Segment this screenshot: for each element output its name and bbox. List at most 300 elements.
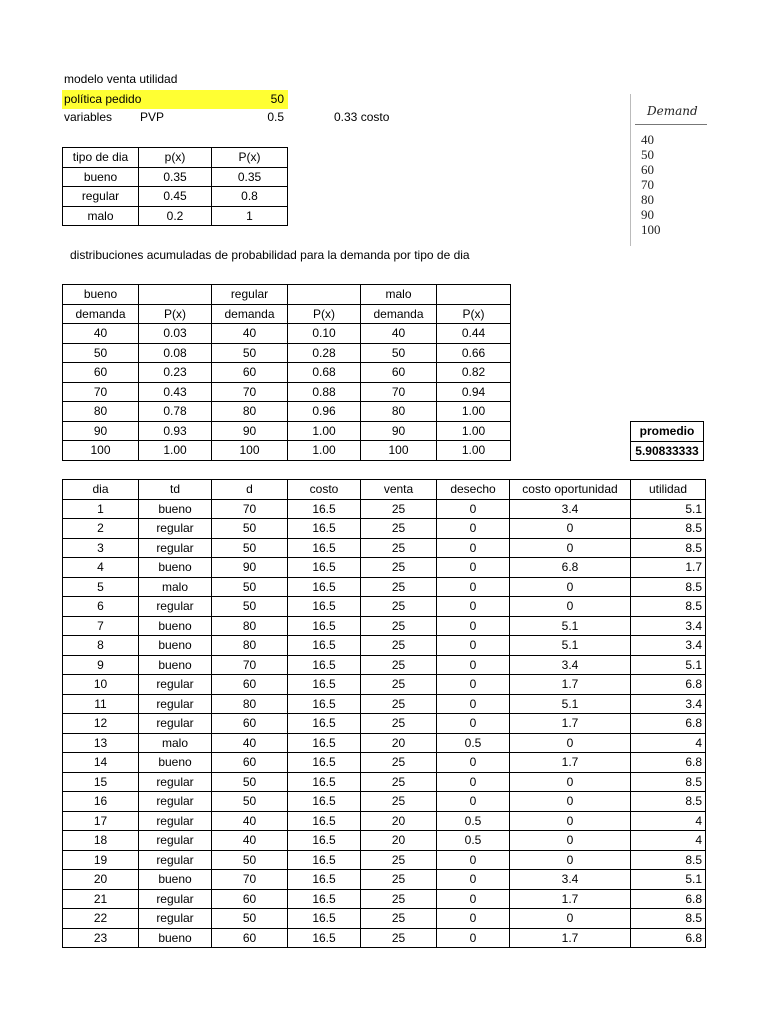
table-cell[interactable]: 16.5 <box>288 811 361 831</box>
table-cell[interactable]: 4 <box>631 811 706 831</box>
table-cell[interactable]: 8.5 <box>631 538 706 558</box>
table-cell[interactable]: 16.5 <box>288 636 361 656</box>
table-cell[interactable]: 23 <box>63 928 139 948</box>
table-cell[interactable]: 3.4 <box>510 870 631 890</box>
table-cell[interactable]: 90 <box>63 421 139 441</box>
distribution-table <box>62 284 511 461</box>
table-cell[interactable]: 1.7 <box>510 714 631 734</box>
table-cell[interactable]: 1.00 <box>288 421 361 441</box>
table-cell[interactable]: costo <box>288 480 361 500</box>
table-cell[interactable]: 50 <box>63 343 139 363</box>
table-cell[interactable]: 0 <box>437 636 510 656</box>
table-cell[interactable]: 16 <box>63 792 139 812</box>
table-cell[interactable]: 16.5 <box>288 850 361 870</box>
table-cell[interactable]: costo oportunidad <box>510 480 631 500</box>
table-cell[interactable]: 0 <box>437 655 510 675</box>
table-cell[interactable]: bueno <box>139 616 212 636</box>
table-cell[interactable]: 80 <box>212 616 288 636</box>
table-cell[interactable]: 25 <box>361 636 437 656</box>
table-cell[interactable]: malo <box>361 285 437 305</box>
table-row <box>631 441 704 461</box>
table-cell[interactable]: 16.5 <box>288 616 361 636</box>
table-cell[interactable]: 40 <box>212 324 288 344</box>
table-row <box>63 441 511 461</box>
table-cell[interactable]: regular <box>139 519 212 539</box>
table-cell[interactable]: 2 <box>63 519 139 539</box>
demand-value: 40 <box>641 132 654 147</box>
table-cell[interactable]: 16.5 <box>288 597 361 617</box>
table-cell[interactable]: 16.5 <box>288 694 361 714</box>
table-cell[interactable]: 25 <box>361 616 437 636</box>
table-cell[interactable]: 0 <box>437 558 510 578</box>
table-row <box>631 422 704 442</box>
table-cell[interactable]: 0 <box>510 811 631 831</box>
table-cell[interactable]: 0.35 <box>212 167 288 187</box>
table-row <box>63 733 706 753</box>
table-cell[interactable]: 0 <box>437 694 510 714</box>
table-row <box>63 655 706 675</box>
table-row <box>63 792 706 812</box>
table-cell[interactable]: regular <box>139 538 212 558</box>
table-cell[interactable]: 25 <box>361 694 437 714</box>
table-cell[interactable]: bueno <box>139 558 212 578</box>
table-row <box>63 870 706 890</box>
table-cell[interactable]: 5.1 <box>631 870 706 890</box>
table-cell[interactable]: 70 <box>212 382 288 402</box>
table-cell[interactable]: 25 <box>361 772 437 792</box>
table-cell[interactable]: 8.5 <box>631 577 706 597</box>
table-cell[interactable]: 16.5 <box>288 655 361 675</box>
table-cell[interactable]: 60 <box>212 714 288 734</box>
table-cell[interactable]: 50 <box>212 519 288 539</box>
table-cell[interactable]: desecho <box>437 480 510 500</box>
table-cell[interactable]: 25 <box>361 558 437 578</box>
table-cell[interactable]: 15 <box>63 772 139 792</box>
table-cell[interactable]: 25 <box>361 519 437 539</box>
table-row <box>63 831 706 851</box>
table-cell[interactable]: 40 <box>212 733 288 753</box>
table-cell[interactable]: 0.93 <box>139 421 212 441</box>
table-cell[interactable]: 0 <box>437 597 510 617</box>
table-cell[interactable]: 10 <box>63 675 139 695</box>
table-cell[interactable]: 0 <box>510 909 631 929</box>
table-cell[interactable]: 0.03 <box>139 324 212 344</box>
table-cell[interactable]: 70 <box>212 655 288 675</box>
table-cell[interactable]: 1.00 <box>437 421 511 441</box>
table-cell[interactable]: 60 <box>212 753 288 773</box>
table-cell[interactable]: 22 <box>63 909 139 929</box>
table-cell[interactable]: 0 <box>437 909 510 929</box>
table-cell[interactable]: 0 <box>510 831 631 851</box>
table-cell[interactable]: 1.7 <box>510 675 631 695</box>
table-cell[interactable]: 25 <box>361 499 437 519</box>
table-cell[interactable]: 0.88 <box>288 382 361 402</box>
table-cell[interactable]: 90 <box>212 421 288 441</box>
table-cell[interactable]: 25 <box>361 792 437 812</box>
table-cell[interactable]: 16.5 <box>288 928 361 948</box>
table-row <box>63 577 706 597</box>
demand-value: 70 <box>641 177 654 192</box>
table-cell[interactable]: 6.8 <box>631 675 706 695</box>
table-cell[interactable]: 70 <box>212 499 288 519</box>
policy-value[interactable]: 50 <box>270 92 284 106</box>
table-cell[interactable]: regular <box>139 714 212 734</box>
table-cell[interactable]: 0 <box>437 889 510 909</box>
pvp-value[interactable]: 0.5 <box>267 110 284 124</box>
table-cell[interactable]: 70 <box>361 382 437 402</box>
table-cell[interactable]: 0.08 <box>139 343 212 363</box>
table-cell[interactable]: 8.5 <box>631 597 706 617</box>
table-cell[interactable]: 0.45 <box>139 187 212 207</box>
table-cell[interactable]: 60 <box>63 363 139 383</box>
table-cell[interactable]: 5.1 <box>631 655 706 675</box>
table-cell[interactable]: 4 <box>631 831 706 851</box>
table-header-row <box>63 304 511 324</box>
table-row <box>63 636 706 656</box>
table-cell[interactable]: 1.00 <box>288 441 361 461</box>
table-cell[interactable]: utilidad <box>631 480 706 500</box>
table-cell[interactable]: 5.1 <box>510 636 631 656</box>
table-cell[interactable]: 1.00 <box>139 441 212 461</box>
table-row <box>63 753 706 773</box>
table-cell[interactable]: 0.10 <box>288 324 361 344</box>
table-cell[interactable]: 0.23 <box>139 363 212 383</box>
table-cell[interactable]: 0 <box>437 519 510 539</box>
table-cell[interactable]: 50 <box>212 538 288 558</box>
table-cell[interactable]: bueno <box>139 753 212 773</box>
promedio-table <box>630 421 704 461</box>
table-cell[interactable]: 40 <box>212 831 288 851</box>
table-cell[interactable]: 4 <box>631 733 706 753</box>
table-cell[interactable]: 0.5 <box>437 733 510 753</box>
table-cell[interactable]: 90 <box>361 421 437 441</box>
table-cell[interactable]: bueno <box>139 870 212 890</box>
table-cell[interactable]: 50 <box>212 577 288 597</box>
demand-value: 90 <box>641 207 654 222</box>
table-cell[interactable]: 8.5 <box>631 519 706 539</box>
table-cell[interactable]: d <box>212 480 288 500</box>
table-cell[interactable]: 16.5 <box>288 909 361 929</box>
table-cell[interactable]: 0.44 <box>437 324 511 344</box>
table-cell[interactable]: 6.8 <box>510 558 631 578</box>
table-cell[interactable]: 80 <box>212 402 288 422</box>
table-cell[interactable]: 25 <box>361 655 437 675</box>
table-cell[interactable]: bueno <box>139 499 212 519</box>
table-cell[interactable]: 0 <box>437 928 510 948</box>
table-cell[interactable]: 0 <box>510 792 631 812</box>
table-cell[interactable]: 0 <box>437 850 510 870</box>
table-cell[interactable]: 4 <box>63 558 139 578</box>
table-cell[interactable]: 1.7 <box>510 889 631 909</box>
table-cell[interactable]: 16.5 <box>288 792 361 812</box>
table-cell[interactable]: 100 <box>361 441 437 461</box>
table-cell[interactable]: 1 <box>63 499 139 519</box>
table-cell[interactable]: 9 <box>63 655 139 675</box>
promedio-label[interactable]: promedio <box>631 422 704 442</box>
table-cell[interactable]: 7 <box>63 616 139 636</box>
table-cell[interactable]: 0 <box>437 792 510 812</box>
table-cell[interactable]: 5.1 <box>510 616 631 636</box>
table-cell[interactable]: 60 <box>212 363 288 383</box>
table-cell[interactable]: 18 <box>63 831 139 851</box>
table-cell[interactable]: 3.4 <box>631 636 706 656</box>
table-cell[interactable] <box>288 285 361 305</box>
table-cell[interactable]: 0.35 <box>139 167 212 187</box>
table-cell[interactable]: 1.7 <box>510 753 631 773</box>
table-row <box>63 363 511 383</box>
table-cell[interactable]: demanda <box>361 304 437 324</box>
table-cell[interactable]: venta <box>361 480 437 500</box>
table-cell[interactable]: 0.43 <box>139 382 212 402</box>
table-row <box>63 597 706 617</box>
table-row <box>63 187 288 207</box>
table-cell[interactable]: 6 <box>63 597 139 617</box>
table-cell[interactable]: 21 <box>63 889 139 909</box>
table-row <box>63 675 706 695</box>
table-cell[interactable]: 16.5 <box>288 733 361 753</box>
table-cell[interactable]: 50 <box>212 597 288 617</box>
table-cell[interactable]: 40 <box>212 811 288 831</box>
table-cell[interactable]: 5.1 <box>510 694 631 714</box>
table-cell[interactable]: 16.5 <box>288 558 361 578</box>
table-row <box>63 811 706 831</box>
table-cell[interactable]: malo <box>63 206 139 226</box>
table-cell[interactable]: regular <box>139 792 212 812</box>
table-cell[interactable]: regular <box>63 187 139 207</box>
table-cell[interactable]: 25 <box>361 928 437 948</box>
table-cell[interactable]: 17 <box>63 811 139 831</box>
table-cell[interactable]: 0.5 <box>437 831 510 851</box>
table-cell[interactable]: 1 <box>212 206 288 226</box>
table-cell[interactable]: 5 <box>63 577 139 597</box>
table-cell[interactable]: 8.5 <box>631 850 706 870</box>
table-cell[interactable]: 50 <box>212 343 288 363</box>
table-cell[interactable]: 5.1 <box>631 499 706 519</box>
table-header-row <box>63 480 706 500</box>
table-cell[interactable]: 13 <box>63 733 139 753</box>
table-cell[interactable]: bueno <box>139 636 212 656</box>
table-cell[interactable]: P(x) <box>288 304 361 324</box>
table-cell[interactable]: 60 <box>212 675 288 695</box>
table-cell[interactable]: bueno <box>139 655 212 675</box>
table-cell[interactable]: 0 <box>437 714 510 734</box>
table-row <box>63 382 511 402</box>
header-cell[interactable]: p(x) <box>139 148 212 168</box>
table-cell[interactable]: 0 <box>437 499 510 519</box>
table-cell[interactable]: 16.5 <box>288 889 361 909</box>
table-cell[interactable]: demanda <box>63 304 139 324</box>
table-row <box>63 558 706 578</box>
table-cell[interactable]: 0.82 <box>437 363 511 383</box>
table-cell[interactable]: 16.5 <box>288 577 361 597</box>
table-cell[interactable]: 19 <box>63 850 139 870</box>
table-cell[interactable]: 8.5 <box>631 792 706 812</box>
distributions-title[interactable]: distribuciones acumuladas de probabilidad para la demanda por tipo de dia <box>70 248 470 262</box>
table-cell[interactable]: 80 <box>212 636 288 656</box>
table-cell[interactable]: demanda <box>212 304 288 324</box>
table-cell[interactable]: 20 <box>63 870 139 890</box>
table-cell[interactable]: 0.78 <box>139 402 212 422</box>
demand-value: 100 <box>641 222 661 237</box>
table-cell[interactable]: 8.5 <box>631 772 706 792</box>
table-cell[interactable] <box>139 285 212 305</box>
table-row <box>63 167 288 187</box>
table-cell[interactable]: 3.4 <box>631 694 706 714</box>
table-cell[interactable]: 16.5 <box>288 772 361 792</box>
table-cell[interactable]: 25 <box>361 577 437 597</box>
table-cell[interactable]: 1.00 <box>437 441 511 461</box>
table-cell[interactable]: 0.94 <box>437 382 511 402</box>
table-cell[interactable]: 0 <box>437 772 510 792</box>
table-cell[interactable]: 40 <box>63 324 139 344</box>
table-cell[interactable]: 0 <box>437 675 510 695</box>
table-cell[interactable]: 0 <box>510 577 631 597</box>
table-cell[interactable]: 50 <box>361 343 437 363</box>
table-cell[interactable]: td <box>139 480 212 500</box>
table-cell[interactable]: 70 <box>212 870 288 890</box>
table-cell[interactable]: 60 <box>361 363 437 383</box>
policy-label[interactable]: política pedido <box>64 92 142 106</box>
table-cell[interactable]: dia <box>63 480 139 500</box>
table-cell[interactable]: 50 <box>212 909 288 929</box>
table-cell[interactable]: 100 <box>212 441 288 461</box>
table-cell[interactable]: regular <box>139 597 212 617</box>
pvp-label[interactable]: PVP <box>140 110 165 124</box>
table-cell[interactable]: 50 <box>212 850 288 870</box>
table-cell[interactable]: regular <box>139 831 212 851</box>
table-cell[interactable]: 20 <box>361 733 437 753</box>
table-cell[interactable]: 0 <box>510 733 631 753</box>
table-cell[interactable]: 8.5 <box>631 909 706 929</box>
table-cell[interactable]: 8 <box>63 636 139 656</box>
table-cell[interactable]: 16.5 <box>288 675 361 695</box>
table-cell[interactable]: 25 <box>361 597 437 617</box>
table-cell[interactable]: 11 <box>63 694 139 714</box>
table-cell[interactable]: 0.66 <box>437 343 511 363</box>
table-cell[interactable]: regular <box>212 285 288 305</box>
table-row <box>63 206 288 226</box>
table-cell[interactable]: 16.5 <box>288 499 361 519</box>
table-cell[interactable]: 0.2 <box>139 206 212 226</box>
table-cell[interactable]: bueno <box>139 928 212 948</box>
table-cell[interactable]: 80 <box>63 402 139 422</box>
table-cell[interactable]: 0 <box>437 538 510 558</box>
table-cell[interactable]: 40 <box>361 324 437 344</box>
table-cell[interactable]: 0 <box>437 616 510 636</box>
table-cell[interactable]: 3.4 <box>631 616 706 636</box>
table-cell[interactable]: 90 <box>212 558 288 578</box>
costo-text[interactable]: 0.33 costo <box>334 110 390 124</box>
table-cell[interactable]: 25 <box>361 675 437 695</box>
table-cell[interactable]: 0 <box>510 519 631 539</box>
table-cell[interactable]: 0.28 <box>288 343 361 363</box>
promedio-value[interactable]: 5.90833333 <box>631 441 704 461</box>
table-cell[interactable]: regular <box>139 694 212 714</box>
table-cell[interactable]: 0.5 <box>437 811 510 831</box>
table-cell[interactable]: 60 <box>212 889 288 909</box>
table-cell[interactable]: 3.4 <box>510 499 631 519</box>
table-cell[interactable]: 0 <box>510 772 631 792</box>
table-cell[interactable]: 6.8 <box>631 889 706 909</box>
table-cell[interactable]: 25 <box>361 909 437 929</box>
table-row <box>63 889 706 909</box>
table-cell[interactable]: 70 <box>63 382 139 402</box>
table-cell[interactable]: 0 <box>510 850 631 870</box>
table-cell[interactable]: 25 <box>361 889 437 909</box>
table-cell[interactable]: 80 <box>361 402 437 422</box>
table-cell[interactable]: 50 <box>212 792 288 812</box>
table-cell[interactable]: 3.4 <box>510 655 631 675</box>
table-cell[interactable]: 6.8 <box>631 928 706 948</box>
table-cell[interactable]: 0.96 <box>288 402 361 422</box>
table-cell[interactable] <box>437 285 511 305</box>
table-cell[interactable]: 16.5 <box>288 753 361 773</box>
table-cell[interactable]: malo <box>139 577 212 597</box>
table-cell[interactable]: regular <box>139 772 212 792</box>
table-cell[interactable]: 1.00 <box>437 402 511 422</box>
table-cell[interactable]: 16.5 <box>288 538 361 558</box>
table-cell[interactable]: 6.8 <box>631 714 706 734</box>
table-cell[interactable]: 25 <box>361 714 437 734</box>
table-cell[interactable]: 25 <box>361 870 437 890</box>
table-row <box>63 343 511 363</box>
variables-label[interactable]: variables <box>64 110 113 124</box>
table-cell[interactable]: regular <box>139 889 212 909</box>
header-cell[interactable]: P(x) <box>212 148 288 168</box>
table-cell[interactable]: 80 <box>212 694 288 714</box>
table-cell[interactable]: regular <box>139 850 212 870</box>
table-cell[interactable]: regular <box>139 675 212 695</box>
table-cell[interactable]: 0 <box>437 753 510 773</box>
table-cell[interactable]: 25 <box>361 538 437 558</box>
table-cell[interactable]: bueno <box>63 167 139 187</box>
header-cell[interactable]: tipo de dia <box>63 148 139 168</box>
table-cell[interactable]: 0 <box>510 538 631 558</box>
table-cell[interactable]: 0 <box>510 597 631 617</box>
table-cell[interactable]: 1.7 <box>510 928 631 948</box>
table-cell[interactable]: 16.5 <box>288 714 361 734</box>
simulation-table <box>62 479 706 948</box>
table-cell[interactable]: 0 <box>437 870 510 890</box>
table-cell[interactable]: bueno <box>63 285 139 305</box>
table-cell[interactable]: 14 <box>63 753 139 773</box>
table-cell[interactable]: 25 <box>361 850 437 870</box>
table-cell[interactable]: regular <box>139 909 212 929</box>
table-cell[interactable]: P(x) <box>139 304 212 324</box>
table-cell[interactable]: 16.5 <box>288 870 361 890</box>
table-cell[interactable]: 16.5 <box>288 519 361 539</box>
table-cell[interactable]: 1.7 <box>631 558 706 578</box>
table-cell[interactable]: 20 <box>361 811 437 831</box>
table-cell[interactable]: 0.8 <box>212 187 288 207</box>
table-cell[interactable]: 0.68 <box>288 363 361 383</box>
table-cell[interactable]: 100 <box>63 441 139 461</box>
table-row <box>63 499 706 519</box>
table-cell[interactable]: 6.8 <box>631 753 706 773</box>
table-cell[interactable]: 12 <box>63 714 139 734</box>
table-cell[interactable]: malo <box>139 733 212 753</box>
demand-value: 60 <box>641 162 654 177</box>
table-cell[interactable]: 50 <box>212 772 288 792</box>
table-cell[interactable]: 16.5 <box>288 831 361 851</box>
table-cell[interactable]: 60 <box>212 928 288 948</box>
table-cell[interactable]: 3 <box>63 538 139 558</box>
table-cell[interactable]: 20 <box>361 831 437 851</box>
table-cell[interactable]: 0 <box>437 577 510 597</box>
table-cell[interactable]: P(x) <box>437 304 511 324</box>
table-cell[interactable]: regular <box>139 811 212 831</box>
table-cell[interactable]: 25 <box>361 753 437 773</box>
